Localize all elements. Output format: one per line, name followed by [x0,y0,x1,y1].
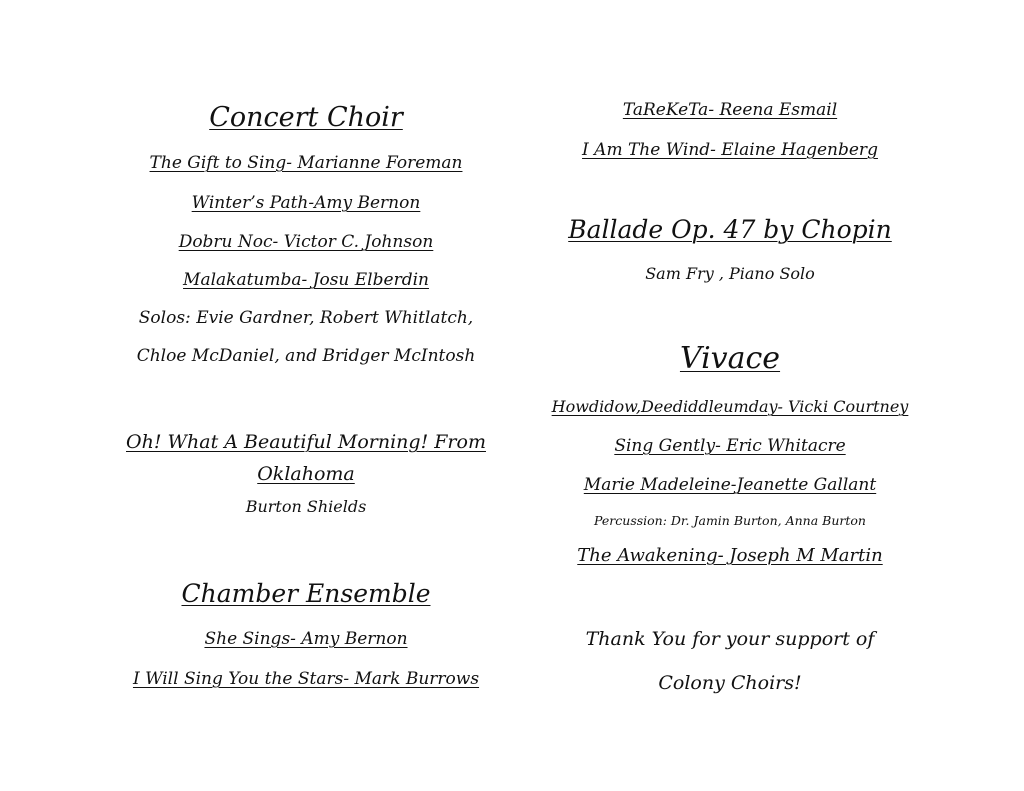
ballade-heading: Ballade Op. 47 by Chopin [568,215,892,244]
thanks-line-1: Thank You for your support of [585,628,875,650]
piece-dobru-noc: Dobru Noc- Victor C. Johnson [178,232,434,252]
piece-the-awakening: The Awakening- Joseph M Martin [577,545,883,566]
chamber-ensemble-heading: Chamber Ensemble [181,579,431,608]
solos-line-1: Solos: Evie Gardner, Robert Whitlatch, [138,308,474,328]
piece-malakatumba: Malakatumba- Josu Elberdin [183,270,429,290]
piece-marie-madeleine: Marie Madeleine-Jeanette Gallant [583,475,877,495]
piece-howdidow: Howdidow,Deediddleumday- Vicki Courtney [551,397,909,416]
oklahoma-performer: Burton Shields [245,497,367,516]
solos-line-2: Chloe McDaniel, and Bridger McIntosh [136,346,476,366]
thanks-line-2: Colony Choirs! [658,672,802,694]
piece-gift-to-sing: The Gift to Sing- Marianne Foreman [149,153,463,173]
piece-sing-gently: Sing Gently- Eric Whitacre [614,436,846,456]
piece-she-sings: She Sings- Amy Bernon [204,629,408,649]
piece-tareketa: TaReKeTa- Reena Esmail [622,100,838,120]
oklahoma-title: Oh! What A Beautiful Morning! From Oklahoma [126,431,486,485]
ballade-performer: Sam Fry , Piano Solo [645,264,815,283]
piece-i-am-the-wind: I Am The Wind- Elaine Hagenberg [582,140,878,160]
piece-sing-you-the-stars: I Will Sing You the Stars- Mark Burrows [132,669,480,689]
vivace-heading: Vivace [679,341,781,376]
left-column [100,0,512,791]
piece-winters-path: Winter’s Path-Amy Bernon [191,193,421,213]
concert-choir-heading: Concert Choir [209,102,403,133]
percussion-credit: Percussion: Dr. Jamin Burton, Anna Burton [594,513,866,528]
right-column [530,0,930,791]
